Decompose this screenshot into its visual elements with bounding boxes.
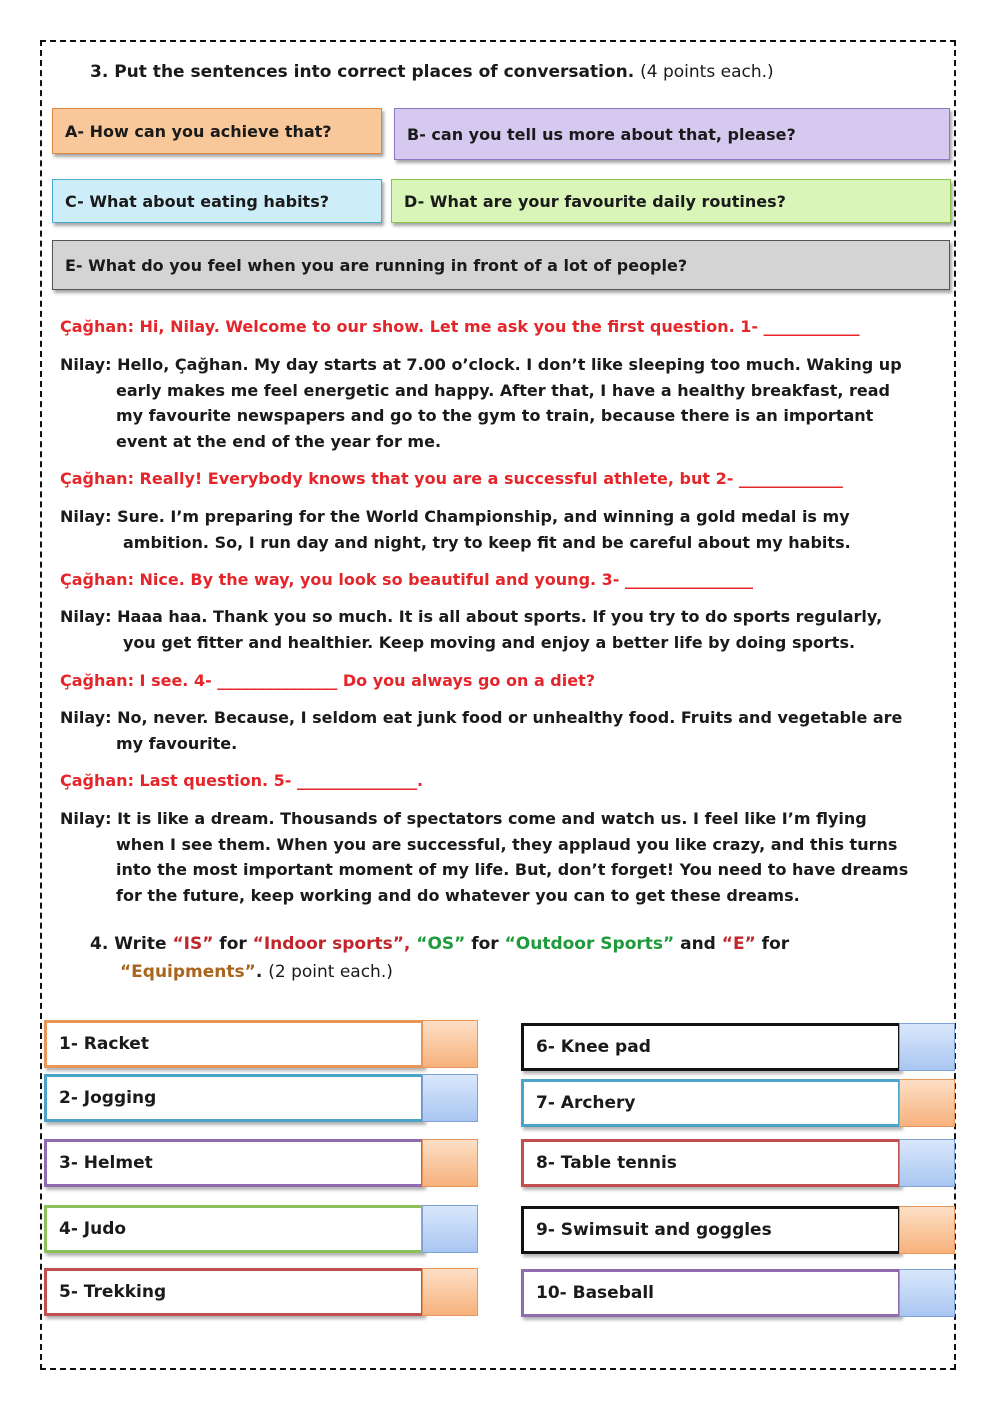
item-8: 8- Table tennis [521,1139,901,1187]
option-e: E- What do you feel when you are running in front of a lot of people? [52,240,950,290]
answer-box-10[interactable] [899,1269,955,1317]
q4-points: (2 point each.) [268,962,393,982]
section3-points: (4 points each.) [640,62,774,82]
answer-box-9[interactable] [899,1206,955,1254]
caghan-line-3: Çağhan: Nice. By the way, you look so beautiful and young. 3- ________________ [60,570,754,589]
option-b: B- can you tell us more about that, please? [394,108,950,160]
nilay-answer-4-line: my favourite. [116,733,238,753]
answer-box-3[interactable] [422,1139,478,1187]
nilay-answer-2-line: Nilay: Sure. I’m preparing for the World Championship, and winning a gold medal is my [60,507,850,526]
q4-text: for [213,934,253,954]
nilay-answer-2 [60,504,940,555]
option-c: C- What about eating habits? [52,179,382,223]
item-2: 2- Jogging [44,1074,424,1122]
nilay-answer-3-line: you get fitter and healthier. Keep moving and enjoy a better life by doing sports. [123,632,856,652]
answer-box-1[interactable] [422,1020,478,1068]
nilay-answer-3 [60,604,940,655]
nilay-answer-3-line: Nilay: Haaa haa. Thank you so much. It is all about sports. If you try to do sports regularly, [60,607,883,626]
q4-comma: , [403,934,411,954]
q4-text: for [465,934,505,954]
q4-indoor: “Indoor sports” [252,934,404,954]
section3-title [90,62,774,82]
option-a: A- How can you achieve that? [52,108,382,154]
nilay-answer-1-line: my favourite newspapers and go to the gym to train, because there is an important [116,406,874,425]
nilay-answer-1-line: Nilay: Hello, Çağhan. My day starts at 7.00 o’clock. I don’t like sleeping too much. Waking up [60,355,902,374]
nilay-answer-2-line: ambition. So, I run day and night, try to keep fit and be careful about my habits. [123,532,851,552]
caghan-line-4: Çağhan: I see. 4- _______________ Do you always go on a diet? [60,671,596,690]
q4-text: for [755,934,790,954]
section3-title-text: 3. Put the sentences into correct places of conversation. [90,62,635,82]
nilay-answer-1 [60,352,940,454]
nilay-answer-4-line: Nilay: No, never. Because, I seldom eat junk food or unhealthy food. Fruits and vegetable are [60,708,903,727]
nilay-answer-5-line: when I see them. When you are successful, they applaud you like crazy, and this turns [116,834,898,854]
q4-text: and [674,934,722,954]
item-4: 4- Judo [44,1205,424,1253]
nilay-answer-1-line: early makes me feel energetic and happy. After that, I have a healthy breakfast, read [116,380,890,400]
nilay-answer-5 [60,806,940,908]
answer-box-2[interactable] [422,1074,478,1122]
caghan-line-1: Çağhan: Hi, Nilay. Welcome to our show. Let me ask you the first question. 1- ____________ [60,317,860,336]
q4-dot: . [255,962,263,982]
caghan-line-5: Çağhan: Last question. 5- _______________. [60,771,424,790]
nilay-answer-5-line: Nilay: It is like a dream. Thousands of spectators come and watch us. I feel like I’m flying [60,809,867,828]
section4-title [90,930,870,986]
nilay-answer-1-line: event at the end of the year for me. [116,431,442,451]
q4-e: “E” [721,934,756,954]
item-6: 6- Knee pad [521,1023,901,1071]
option-d: D- What are your favourite daily routines? [391,179,951,223]
q4-outdoor: “Outdoor Sports” [504,934,675,954]
q4-is: “IS” [172,934,214,954]
item-7: 7- Archery [521,1079,901,1127]
item-1: 1- Racket [44,1020,424,1068]
item-5: 5- Trekking [44,1268,424,1316]
caghan-line-2: Çağhan: Really! Everybody knows that you are a successful athlete, but 2- _____________ [60,469,843,488]
item-9: 9- Swimsuit and goggles [521,1206,901,1254]
nilay-answer-4 [60,705,940,756]
nilay-answer-5-line: into the most important moment of my life. But, don’t forget! You need to have dreams [116,860,909,879]
answer-box-5[interactable] [422,1268,478,1316]
answer-box-8[interactable] [899,1139,955,1187]
q4-os: “OS” [416,934,466,954]
answer-box-4[interactable] [422,1205,478,1253]
answer-box-6[interactable] [899,1023,955,1071]
item-3: 3- Helmet [44,1139,424,1187]
q4-equipments: “Equipments” [120,962,256,982]
answer-box-7[interactable] [899,1079,955,1127]
nilay-answer-5-line: for the future, keep working and do whatever you can to get these dreams. [116,885,800,905]
q4-text: 4. Write [90,934,173,954]
item-10: 10- Baseball [521,1269,901,1317]
